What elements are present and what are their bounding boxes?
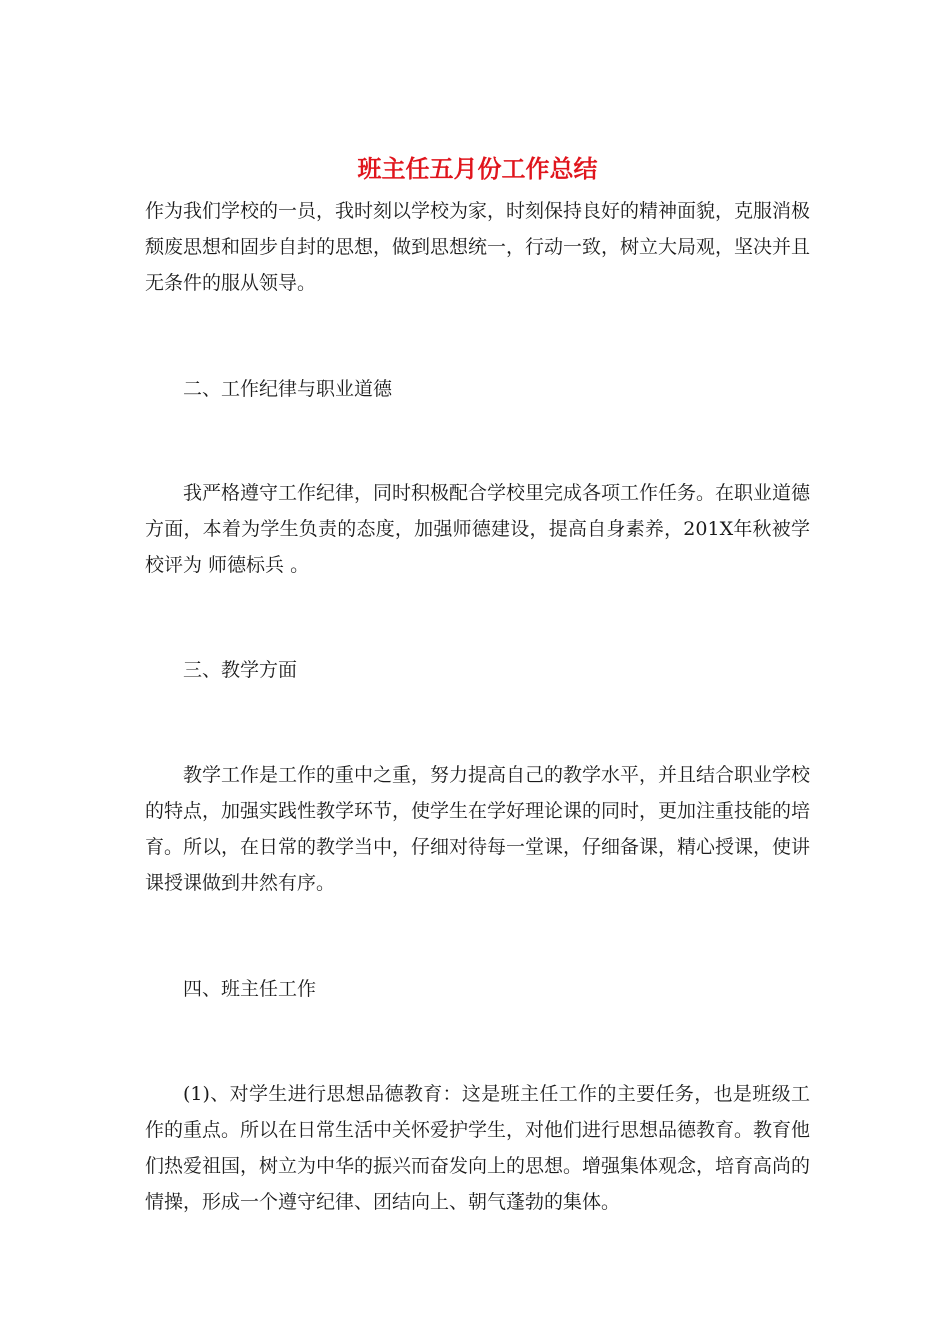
section-body-teaching: 教学工作是工作的重中之重，努力提高自己的教学水平，并且结合职业学校的特点，加强实践性教学环节，使学生在学好理论课的同时，更加注重技能的培育。所以，在日常的教学当中，仔细对待每一堂课，仔细备课，精心授课，使讲课授课做到井然有序。	[145, 764, 811, 894]
section-body-discipline: 我严格遵守工作纪律，同时积极配合学校里完成各项工作任务。在职业道德方面，本着为学生负责的态度，加强师德建设，提高自身素养，201X年秋被学校评为 师德标兵 。	[145, 482, 811, 576]
intro-paragraph: 作为我们学校的一员，我时刻以学校为家，时刻保持良好的精神面貌，克服消极颓废思想和固步自封的思想，做到思想统一，行动一致，树立大局观，坚决并且无条件的服从领导。	[145, 200, 811, 294]
section-heading-discipline: 二、工作纪律与职业道德	[183, 378, 393, 400]
section-item-moral-education: (1)、对学生进行思想品德教育：这是班主任工作的主要任务，也是班级工作的重点。所以在日常生活中关怀爱护学生，对他们进行思想品德教育。教育他们热爱祖国，树立为中华的振兴而奋发向上的思想。增强集体观念，培育高尚的情操，形成一个遵守纪律、团结向上、朝气蓬勃的集体。	[145, 1083, 811, 1213]
document-title: 班主任五月份工作总结	[357, 154, 598, 183]
section-heading-teaching: 三、教学方面	[183, 659, 298, 681]
section-heading-head-teacher: 四、班主任工作	[183, 978, 317, 1000]
